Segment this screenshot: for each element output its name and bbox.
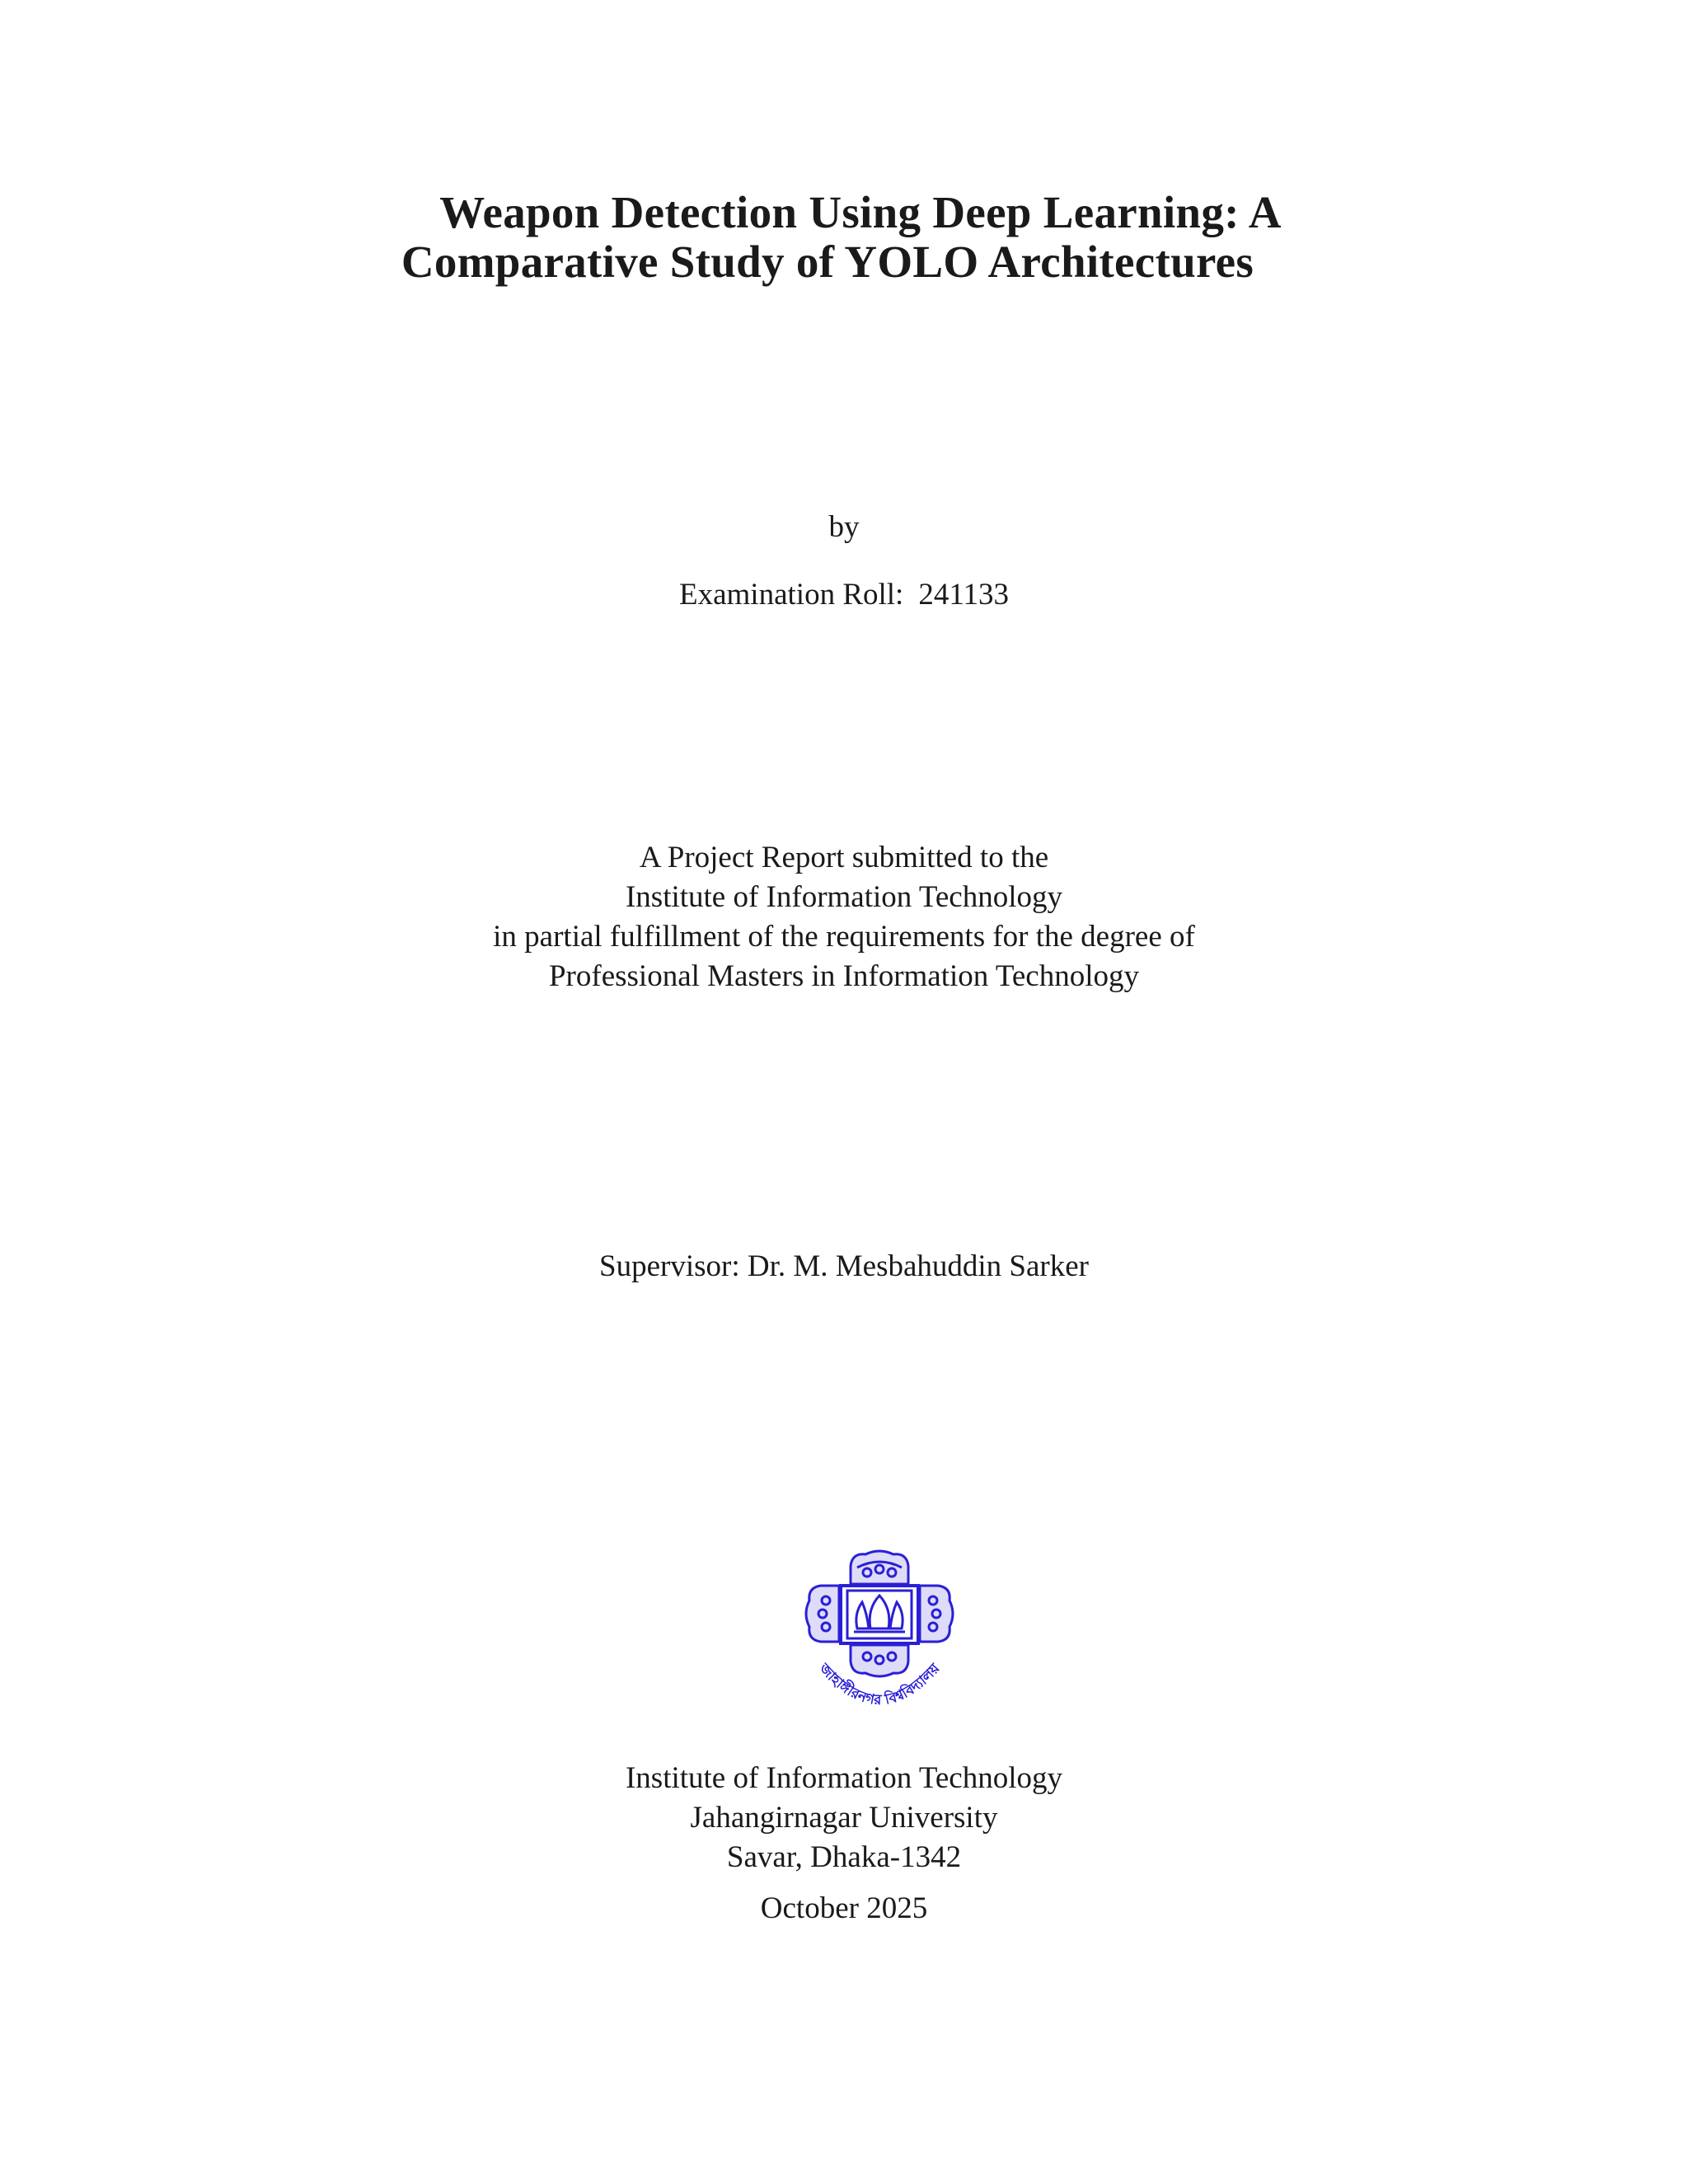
report-title — [0, 188, 1688, 287]
supervisor-name: Dr. M. Mesbahuddin Sarker — [747, 1249, 1089, 1283]
address-line-1: Institute of Information Technology — [625, 1761, 1063, 1795]
emblem-caption: জাহাঙ্গীরনগর বিশ্ববিদ্যালয় — [815, 1660, 944, 1709]
title-line-1: Weapon Detection Using Deep Learning: A — [439, 187, 1282, 237]
submission-statement — [0, 838, 1688, 996]
by-label: by — [828, 510, 860, 544]
submission-line-2: Institute of Information Technology — [625, 880, 1063, 914]
examination-roll — [0, 577, 1688, 613]
university-emblem-svg — [803, 1548, 956, 1726]
submission-date: October 2025 — [760, 1891, 928, 1925]
roll-label: Examination Roll: — [679, 578, 904, 612]
title-line-2: Comparative Study of YOLO Architectures — [401, 237, 1254, 287]
university-emblem-icon — [803, 1548, 956, 1726]
address-line-2: Jahangirnagar University — [690, 1801, 998, 1835]
supervisor-label: Supervisor: — [599, 1249, 740, 1283]
address-line-3: Savar, Dhaka-1342 — [726, 1840, 962, 1874]
submission-line-3: in partial fulfillment of the requirements for the degree of — [493, 920, 1195, 954]
institution-address — [0, 1759, 1688, 1877]
submission-line-4: Professional Masters in Information Technology — [548, 959, 1140, 993]
roll-number: 241133 — [918, 578, 1009, 612]
submission-line-1: A Project Report submitted to the — [639, 841, 1049, 874]
supervisor — [0, 1249, 1688, 1285]
